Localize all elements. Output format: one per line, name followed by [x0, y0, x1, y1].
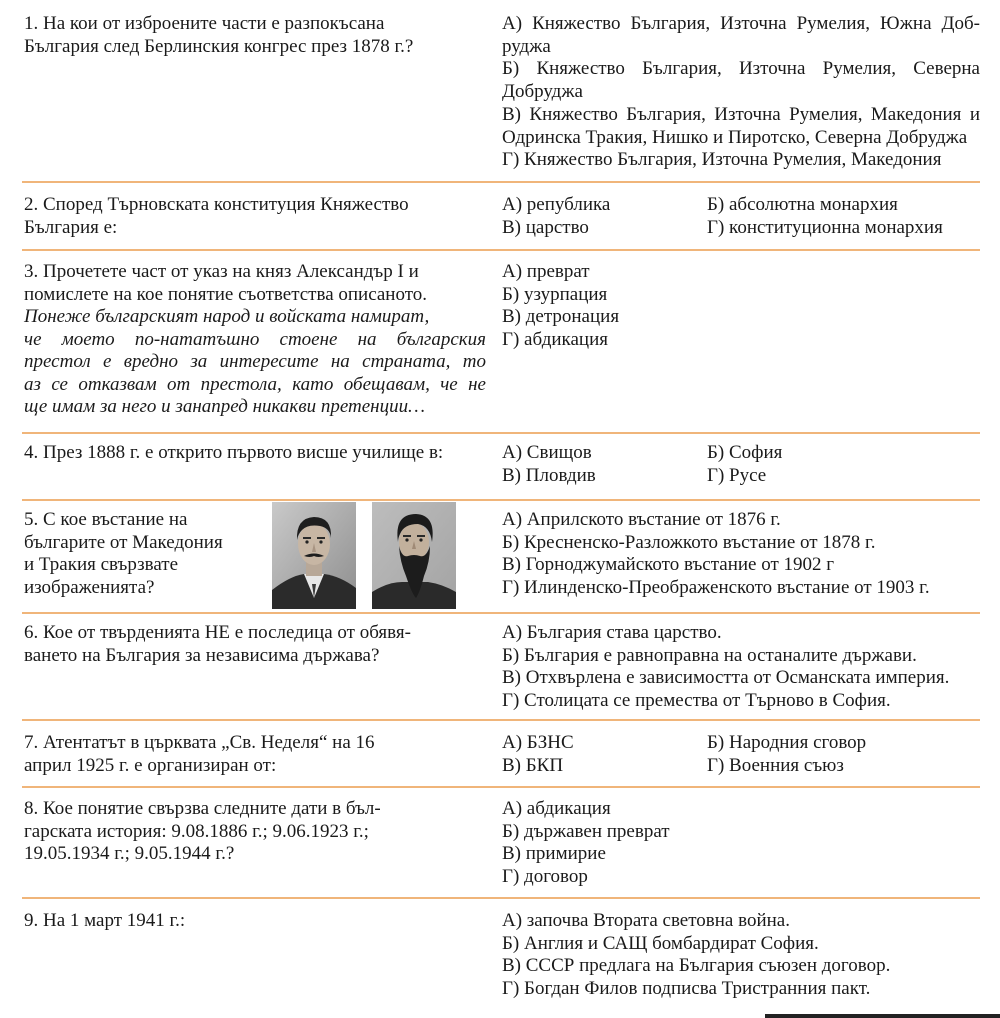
- question-text-line: 6. Кое от твърденията НЕ е последица от обявя-: [24, 622, 411, 643]
- portrait-photo-1: [272, 502, 356, 609]
- separator-line: [22, 719, 980, 721]
- option-b[interactable]: Б) Народния сговор: [707, 732, 867, 753]
- question-9-options: [502, 910, 982, 1001]
- option-v[interactable]: В) детронация: [502, 306, 620, 328]
- option-a[interactable]: А) абдикация: [502, 798, 611, 819]
- option-line: Добруджа: [502, 81, 583, 103]
- option-a[interactable]: А) България става царство.: [502, 622, 722, 643]
- option-b[interactable]: Б) абсолютна монархия: [707, 194, 898, 215]
- option-g[interactable]: Г) Военния съюз: [707, 754, 844, 776]
- option-line: руджа: [502, 35, 551, 57]
- option-a[interactable]: А) БЗНС: [502, 732, 574, 753]
- question-1-options: [502, 13, 980, 172]
- question-4-text: [24, 442, 494, 465]
- option-line: Одринска Тракия, Нишко и Пиротско, Северна Добруджа: [502, 126, 968, 148]
- question-8-options: [502, 798, 982, 889]
- question-2-text: [24, 194, 494, 239]
- option-line[interactable]: А) Княжество България, Източна Румелия, Южна Доб-: [502, 13, 980, 34]
- question-5-options: [502, 509, 982, 600]
- option-v[interactable]: В) Горноджумайското въстание от 1902 г: [502, 554, 835, 576]
- question-2-options: [502, 194, 982, 239]
- quote-line: Понеже българският народ и войската намират,: [24, 306, 430, 327]
- option-v[interactable]: В) царство: [502, 216, 589, 238]
- option-line[interactable]: В) Княжество България, Източна Румелия, Македония и: [502, 103, 980, 125]
- option-a[interactable]: А) Свищов: [502, 442, 592, 463]
- separator-line: [22, 249, 980, 251]
- question-text-line: 4. През 1888 г. е открито първото висше училище в:: [24, 442, 444, 463]
- question-text-line: помислете на кое понятие съответства описаното.: [24, 283, 428, 305]
- option-g[interactable]: Г) абдикация: [502, 329, 608, 351]
- option-b[interactable]: Б) България е равноправна на останалите държави.: [502, 644, 917, 666]
- question-text-line: и Тракия свързвате: [24, 554, 179, 575]
- question-8-text: [24, 798, 494, 866]
- option-b[interactable]: Б) София: [707, 442, 783, 463]
- question-5-text: [24, 509, 274, 599]
- question-text-line: гарската история: 9.08.1886 г.; 9.06.1923 г.;: [24, 820, 369, 842]
- option-g[interactable]: Г) Русе: [707, 464, 767, 486]
- question-text-line: българите от Македония: [24, 531, 223, 553]
- question-text-line: 3. Прочетете част от указ на княз Александър I и: [24, 261, 419, 282]
- separator-line: [22, 432, 980, 434]
- question-9-text: [24, 910, 494, 933]
- question-1-text: [24, 13, 494, 58]
- option-b[interactable]: Б) Англия и САЩ бомбардират София.: [502, 932, 819, 954]
- option-line[interactable]: Б) Княжество България, Източна Румелия, Северна: [502, 58, 980, 80]
- separator-line: [22, 612, 980, 614]
- option-g[interactable]: Г) Илинденско-Преображенското въстание от 1903 г.: [502, 577, 930, 599]
- question-3-text: [24, 261, 486, 419]
- separator-line: [22, 499, 980, 501]
- question-text-line: България е:: [24, 216, 118, 238]
- option-b[interactable]: Б) държавен преврат: [502, 820, 670, 842]
- question-text-line: 7. Атентатът в църквата „Св. Неделя“ на 16: [24, 732, 375, 753]
- question-text-line: 8. Кое понятие свързва следните дати в бъл-: [24, 798, 381, 819]
- question-7-options: [502, 732, 982, 777]
- option-a[interactable]: А) република: [502, 194, 611, 215]
- question-6-text: [24, 622, 494, 667]
- quote-line: че моето по-нататъшно стоене на българския: [24, 328, 486, 350]
- option-g[interactable]: Г) договор: [502, 866, 588, 888]
- question-4-options: [502, 442, 982, 487]
- bottom-rule: [765, 1014, 1000, 1018]
- question-7-text: [24, 732, 494, 777]
- separator-line: [22, 897, 980, 899]
- option-g[interactable]: Г) конституционна монархия: [707, 216, 943, 238]
- option-line[interactable]: Г) Княжество България, Източна Румелия, Македония: [502, 149, 942, 171]
- option-a[interactable]: А) започва Втората световна война.: [502, 910, 790, 931]
- question-6-options: [502, 622, 982, 713]
- option-v[interactable]: В) Отхвърлена е зависимостта от Османската империя.: [502, 667, 950, 689]
- portrait-photo-2: [372, 502, 456, 609]
- portrait-man-mustache-icon: [272, 502, 356, 609]
- question-text-line: 2. Според Търновската конституция Княжество: [24, 194, 409, 215]
- portrait-man-beard-icon: [372, 502, 456, 609]
- question-3-options: [502, 261, 982, 352]
- option-v[interactable]: В) БКП: [502, 754, 564, 776]
- quote-line: аз се отказвам от престола, като обещавам, че не: [24, 373, 486, 395]
- option-v[interactable]: В) СССР предлага на България съюзен договор.: [502, 955, 891, 977]
- quote-line: ще имам за него и занапред никакви претенции…: [24, 396, 425, 417]
- question-text-line: България след Берлинския конгрес през 1878 г.?: [24, 35, 414, 57]
- option-v[interactable]: В) примирие: [502, 843, 606, 865]
- option-g[interactable]: Г) Богдан Филов подписва Тристранния пакт.: [502, 978, 871, 1000]
- option-a[interactable]: А) преврат: [502, 261, 590, 282]
- question-text-line: ването на България за независима държава?: [24, 644, 380, 666]
- question-text-line: 9. На 1 март 1941 г.:: [24, 910, 186, 931]
- option-b[interactable]: Б) Кресненско-Разложкото въстание от 1878 г.: [502, 531, 876, 553]
- question-text-line: 5. С кое въстание на: [24, 509, 188, 530]
- question-text-line: изображенията?: [24, 576, 155, 598]
- option-g[interactable]: Г) Столицата се премества от Търново в София.: [502, 690, 891, 712]
- option-v[interactable]: В) Пловдив: [502, 464, 596, 486]
- option-b[interactable]: Б) узурпация: [502, 283, 608, 305]
- separator-line: [22, 181, 980, 183]
- question-text-line: април 1925 г. е организиран от:: [24, 754, 277, 776]
- quote-line: престол е вредно за интересите на страната, то: [24, 351, 486, 372]
- option-a[interactable]: А) Априлското въстание от 1876 г.: [502, 509, 781, 530]
- question-text-line: 19.05.1934 г.; 9.05.1944 г.?: [24, 843, 235, 864]
- question-text-line: 1. На кои от изброените части е разпокъсана: [24, 13, 385, 34]
- separator-line: [22, 786, 980, 788]
